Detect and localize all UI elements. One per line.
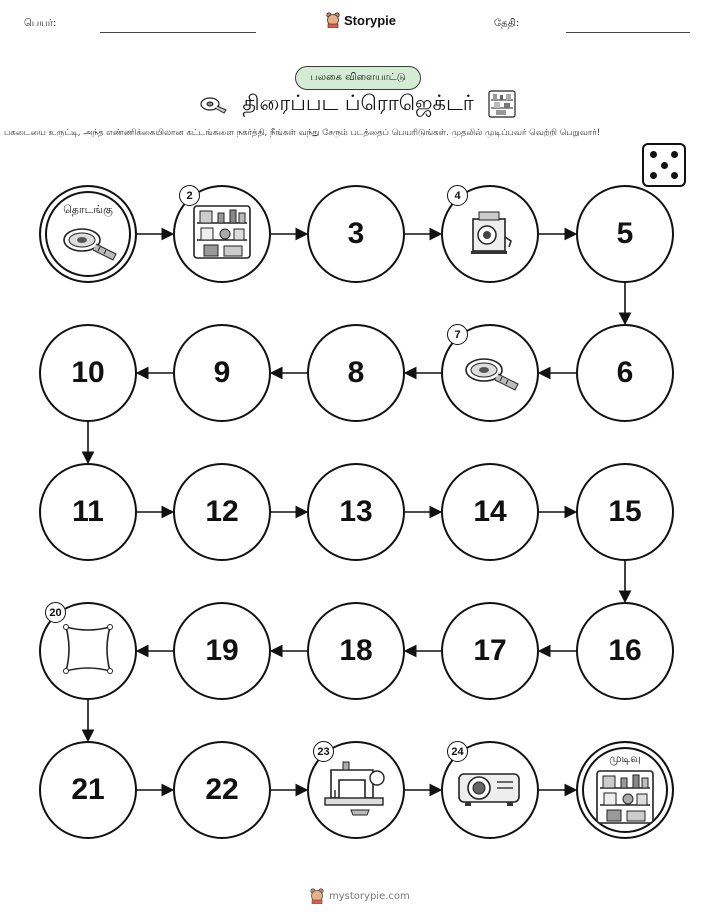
- brand-name: Storypie: [344, 12, 397, 28]
- vintage-projector-icon: [465, 207, 515, 261]
- board-space-10[interactable]: [39, 324, 137, 422]
- sewing-machine-icon: [321, 760, 391, 820]
- board-space-18[interactable]: [307, 602, 405, 700]
- page-title: திரைப்பட ப்ரொஜெக்டர்: [242, 90, 474, 115]
- board-space-2[interactable]: [173, 185, 271, 283]
- space-number-badge: 7: [447, 324, 468, 345]
- start-space[interactable]: [39, 185, 137, 283]
- start-label: தொடங்கு: [63, 202, 113, 216]
- instructions: பகடையை உருட்டி, அந்த எண்ணிக்கையிலான கட்டங்களை நகர்த்தி, நீங்கள் வந்து சேரும் படத்தைப் பெயரிடுங்கள். முதலில் முடிப்பவர் வெற்றி பெறுவார்!: [4, 128, 601, 138]
- board-space-3[interactable]: [307, 185, 405, 283]
- space-number: 8: [347, 356, 365, 389]
- space-number: 15: [608, 495, 642, 528]
- board-space-11[interactable]: [39, 463, 137, 561]
- board-space-20[interactable]: [39, 602, 137, 700]
- projector-icon: [455, 766, 525, 814]
- board-space-6[interactable]: [576, 324, 674, 422]
- space-number: 10: [71, 356, 105, 389]
- board-space-17[interactable]: [441, 602, 539, 700]
- film-reel-icon: [58, 220, 118, 266]
- space-number-badge: 20: [45, 602, 66, 623]
- space-number-badge: 4: [447, 185, 468, 206]
- board-space-7[interactable]: [441, 324, 539, 422]
- space-number: 5: [616, 217, 634, 250]
- footer-site: mystorypie.com: [329, 890, 410, 902]
- footer: [310, 888, 410, 904]
- board-space-13[interactable]: [307, 463, 405, 561]
- board-space-4[interactable]: [441, 185, 539, 283]
- board-space-9[interactable]: [173, 324, 271, 422]
- space-number: 3: [347, 217, 365, 250]
- workshop-shelf-icon: [192, 204, 252, 264]
- finish-space[interactable]: [576, 741, 674, 839]
- space-number-badge: 24: [447, 741, 468, 762]
- space-number: 12: [205, 495, 239, 528]
- workshop-shelf-icon: [595, 769, 655, 829]
- space-number-badge: 23: [313, 741, 334, 762]
- space-number: 14: [473, 495, 507, 528]
- space-number: 22: [205, 773, 239, 806]
- board-space-14[interactable]: [441, 463, 539, 561]
- bear-icon: [310, 888, 324, 904]
- space-number: 19: [205, 634, 239, 667]
- projection-screen-icon: [58, 621, 118, 681]
- game-type-badge: பலகை விளையாட்டு: [295, 66, 421, 90]
- space-number: 21: [71, 773, 105, 806]
- space-number: 17: [473, 634, 507, 667]
- space-number: 6: [616, 356, 634, 389]
- space-number: 13: [339, 495, 373, 528]
- board-space-22[interactable]: [173, 741, 271, 839]
- board-space-21[interactable]: [39, 741, 137, 839]
- board-space-23[interactable]: [307, 741, 405, 839]
- space-number: 18: [339, 634, 373, 667]
- board-space-19[interactable]: [173, 602, 271, 700]
- space-number-badge: 2: [179, 185, 200, 206]
- space-number: 16: [608, 634, 642, 667]
- board-space-24[interactable]: [441, 741, 539, 839]
- finish-label: முடிவு: [609, 751, 641, 765]
- space-number: 9: [213, 356, 231, 389]
- name-label: பெயர்:: [24, 18, 57, 29]
- board-space-12[interactable]: [173, 463, 271, 561]
- board-space-16[interactable]: [576, 602, 674, 700]
- board-space-8[interactable]: [307, 324, 405, 422]
- board-space-15[interactable]: [576, 463, 674, 561]
- space-number: 11: [72, 495, 104, 528]
- board-space-5[interactable]: [576, 185, 674, 283]
- film-reel-icon: [460, 350, 520, 396]
- date-label: தேதி:: [494, 18, 520, 29]
